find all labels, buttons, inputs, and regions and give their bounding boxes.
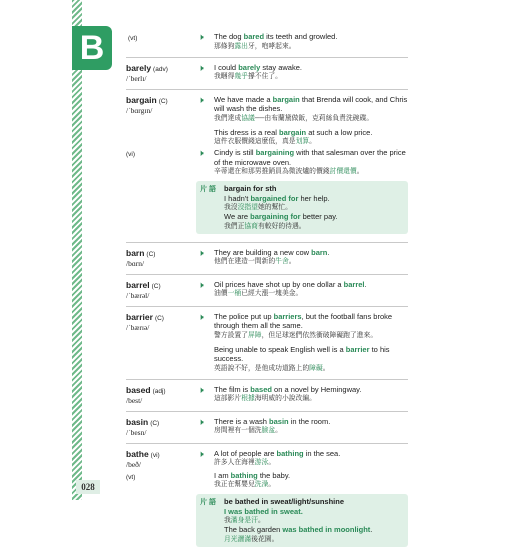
chinese-translation: 那條狗露出牙，咆哮起來。 xyxy=(214,42,296,50)
chinese-translation: 這件衣服價錢這麼低，真是划算。 xyxy=(214,138,316,145)
chinese-highlight: 屏障 xyxy=(247,331,262,339)
headword: bargain (C) xyxy=(126,94,168,105)
english-highlight: barriers xyxy=(273,311,302,321)
headword: barrier (C) xyxy=(126,311,164,322)
english-highlight: was bathed in moonlight xyxy=(282,525,371,534)
part-of-speech: (C) xyxy=(151,282,161,290)
english-sentence: They are building a new cow barn. xyxy=(214,247,330,257)
entry-examples xyxy=(196,471,408,549)
pronunciation: /ˈbærɪə/ xyxy=(126,322,150,332)
speaker-icon[interactable]: 🕨 xyxy=(198,94,204,105)
example-sentence xyxy=(196,449,408,468)
phrase-box xyxy=(196,181,408,234)
entry-examples xyxy=(196,148,408,236)
chinese-translation: 英語說不好，是他成功道路上的障礙。 xyxy=(214,364,330,372)
headword: bathe (vi) xyxy=(126,448,160,459)
english-highlight: barrel xyxy=(343,279,365,289)
part-of-speech: (C) xyxy=(154,314,164,322)
example-sentence xyxy=(196,128,408,147)
phrase-tag: 片 語 xyxy=(200,186,216,193)
english-sentence: The back garden was bathed in moonlight. xyxy=(224,525,373,534)
chinese-highlight: 一桶 xyxy=(227,290,242,297)
chinese-highlight: 根據 xyxy=(241,395,255,402)
part-of-speech: (adj) xyxy=(152,387,166,395)
chinese-translation: 我滿身是汗。 xyxy=(224,517,265,524)
english-highlight: barrier xyxy=(345,344,370,354)
chinese-highlight: 滿身是汗 xyxy=(230,517,258,524)
phrase-box xyxy=(196,494,408,547)
chinese-highlight: 牛舍 xyxy=(275,258,289,265)
english-highlight: bared xyxy=(243,32,265,41)
page-number: 028 xyxy=(76,480,100,494)
english-highlight: I was bathed in sweat. xyxy=(224,506,303,516)
english-sentence: The police put up barriers, but the football fans broke through them all the same. xyxy=(214,311,393,330)
part-of-speech: (vi) xyxy=(150,451,160,459)
chinese-highlight: 露出 xyxy=(234,42,248,50)
english-highlight: barn xyxy=(311,247,328,257)
speaker-icon[interactable]: 🕨 xyxy=(198,62,204,73)
chinese-translation: 油價一桶已經大漲一塊美金。 xyxy=(214,290,303,297)
chinese-highlight: 划算 xyxy=(295,138,310,145)
chinese-translation: 我們正協商有較好的待遇。 xyxy=(224,222,306,230)
chinese-highlight: 臉盆 xyxy=(261,427,276,434)
english-sentence: The dog bared its teeth and growled. xyxy=(214,32,338,41)
english-sentence: I could barely stay awake. xyxy=(214,62,302,72)
chinese-translation: 我睏得幾乎撐不住了。 xyxy=(214,73,282,80)
entry-examples xyxy=(196,32,408,51)
chinese-translation: 我沒沒指望她的幫忙。 xyxy=(224,204,292,211)
english-highlight: bargaining xyxy=(255,148,295,157)
dictionary-entry xyxy=(126,307,408,380)
chinese-highlight: 幾乎 xyxy=(234,73,248,80)
english-highlight: based xyxy=(250,384,272,394)
pronunciation: /ˈbærəl/ xyxy=(126,290,150,300)
decorative-side-stripe xyxy=(72,0,82,500)
headword xyxy=(126,32,196,42)
part-of-speech: (vt) xyxy=(126,473,136,481)
entry-examples xyxy=(196,449,408,469)
example-sentence xyxy=(196,248,408,267)
english-sentence: Being unable to speak English well is a barrier to his success. xyxy=(214,344,390,363)
headword: barrel (C) xyxy=(126,279,161,290)
dictionary-entry xyxy=(126,32,408,58)
english-sentence: There is a wash basin in the room. xyxy=(214,416,331,426)
entry-examples xyxy=(196,417,408,437)
pronunciation: /beð/ xyxy=(126,459,141,469)
pronunciation: /ˈbɑrgɪn/ xyxy=(126,105,153,115)
part-of-speech: (C) xyxy=(146,250,156,258)
entry-headword-column xyxy=(126,471,196,549)
example-sentence xyxy=(196,63,408,82)
example-sentence xyxy=(196,32,408,51)
phrase-title: be bathed in sweat/light/sunshine xyxy=(224,497,345,506)
pronunciation: /best/ xyxy=(126,395,143,405)
headword: barn (C) xyxy=(126,247,156,258)
phrase-body xyxy=(224,497,404,544)
headword: barely (adv) xyxy=(126,62,168,73)
entry-headword-column xyxy=(126,312,196,373)
dictionary-entry-continued xyxy=(126,148,408,243)
entry-headword-column xyxy=(126,95,196,147)
dictionary-entry xyxy=(126,444,408,471)
entry-examples xyxy=(196,63,408,83)
speaker-icon[interactable]: 🕨 xyxy=(198,32,204,42)
entry-headword-column xyxy=(126,248,196,268)
english-sentence: We have made a bargain that Brenda will cook, and Chris will wash the dishes. xyxy=(214,94,408,113)
speaker-icon[interactable]: 🕨 xyxy=(198,416,204,427)
chinese-translation: 這部影片根據海明威的小說改編。 xyxy=(214,395,316,402)
pronunciation: /ˈbesn/ xyxy=(126,427,147,437)
chinese-highlight: 游泳 xyxy=(254,459,269,466)
entry-headword-column xyxy=(126,449,196,469)
chinese-translation: 月光灑滿後花園。 xyxy=(224,535,279,543)
entry-headword-column xyxy=(126,32,196,51)
entry-examples xyxy=(196,95,408,147)
part-of-speech: (vt) xyxy=(128,35,138,42)
pronunciation: /ˈberlɪ/ xyxy=(126,73,147,83)
speaker-icon[interactable]: 🕨 xyxy=(198,279,204,290)
chinese-translation: 辛蒂還在和那男推銷員為微波爐的價錢討價還價。 xyxy=(214,168,364,175)
english-highlight: bathing xyxy=(230,470,258,480)
entry-headword-column xyxy=(126,280,196,300)
entry-headword-column xyxy=(126,63,196,83)
chinese-translation: 他們在建造一間新的牛舍。 xyxy=(214,258,296,265)
example-sentence xyxy=(196,345,408,373)
chinese-translation: 警方設置了屏障，但足球迷們依然衝破障礙跑了進來。 xyxy=(214,331,378,339)
entry-headword-column xyxy=(126,148,196,236)
example-sentence xyxy=(196,280,408,299)
dictionary-entry xyxy=(126,243,408,275)
chinese-highlight: 月光灑滿 xyxy=(224,535,252,543)
english-sentence: This dress is a real bargain at such a low price. xyxy=(214,127,373,137)
dictionary-entry xyxy=(126,380,408,412)
english-highlight: basin xyxy=(269,416,289,426)
dictionary-entry xyxy=(126,58,408,90)
entry-headword-column xyxy=(126,385,196,405)
english-sentence: We are bargaining for better pay. xyxy=(224,212,338,221)
part-of-speech: (adv) xyxy=(153,65,168,73)
dictionary-entries xyxy=(126,32,408,555)
english-highlight: bargain xyxy=(279,127,307,137)
english-sentence: Cindy is still bargaining with that salesman over the price of the microwave oven. xyxy=(214,148,406,167)
section-letter-tab: B xyxy=(72,26,112,70)
speaker-icon[interactable]: 🕨 xyxy=(198,384,204,395)
headword: based (adj) xyxy=(126,384,166,395)
pronunciation: /bɑrn/ xyxy=(126,258,145,268)
dictionary-entry xyxy=(126,275,408,307)
english-sentence: Oil prices have shot up by one dollar a barrel. xyxy=(214,279,367,289)
example-sentence xyxy=(196,312,408,340)
entry-examples xyxy=(196,280,408,300)
speaker-icon[interactable]: 🕨 xyxy=(198,247,204,258)
example-sentence xyxy=(196,148,408,176)
speaker-icon[interactable]: 🕨 xyxy=(198,311,204,322)
english-sentence xyxy=(224,507,404,517)
english-sentence: I hadn't bargained for her help. xyxy=(224,193,330,203)
phrase-title: bargain for sth xyxy=(224,184,277,193)
speaker-icon[interactable]: 🕨 xyxy=(198,448,204,459)
english-highlight: barely xyxy=(238,62,261,72)
english-highlight: bargaining for xyxy=(250,212,301,221)
english-sentence: I am bathing the baby. xyxy=(214,470,291,480)
chinese-highlight: 討價還價 xyxy=(329,168,357,175)
chinese-translation: 許多人在海裡游泳。 xyxy=(214,459,276,466)
speaker-icon[interactable]: 🕨 xyxy=(198,148,204,158)
entry-examples xyxy=(196,385,408,405)
phrase-tag: 片 語 xyxy=(200,499,216,506)
english-highlight: bargained for xyxy=(250,193,299,203)
entry-examples xyxy=(196,248,408,268)
dictionary-entry xyxy=(126,412,408,444)
chinese-translation: 房間裡有一個洗臉盆。 xyxy=(214,427,282,434)
example-sentence xyxy=(196,385,408,404)
dictionary-entry-continued xyxy=(126,471,408,555)
part-of-speech: (vi) xyxy=(126,151,136,158)
english-highlight: bargain xyxy=(272,94,300,104)
chinese-highlight: 協商 xyxy=(244,222,258,230)
chinese-translation: 我正在幫嬰兒洗澡。 xyxy=(214,481,276,488)
example-sentence xyxy=(196,417,408,436)
chinese-highlight: 協議 xyxy=(241,114,255,122)
english-sentence: The film is based on a novel by Hemingway. xyxy=(214,384,362,394)
example-sentence xyxy=(196,95,408,123)
chinese-highlight: 沒指望 xyxy=(237,204,258,211)
chinese-highlight: 洗澡 xyxy=(254,481,269,488)
example-sentence xyxy=(196,471,408,490)
entry-examples xyxy=(196,312,408,373)
part-of-speech: (C) xyxy=(150,419,160,427)
dictionary-entry xyxy=(126,90,408,149)
phrase-body xyxy=(224,184,404,231)
entry-headword-column xyxy=(126,417,196,437)
chinese-translation: 我們達成協議──由布蘭黛做飯，克莉絲負責洗碗碟。 xyxy=(214,114,374,122)
headword: basin (C) xyxy=(126,416,160,427)
english-sentence: A lot of people are bathing in the sea. xyxy=(214,448,341,458)
part-of-speech: (C) xyxy=(158,97,168,105)
english-highlight: bathing xyxy=(276,448,304,458)
chinese-highlight: 障礙 xyxy=(309,364,323,372)
